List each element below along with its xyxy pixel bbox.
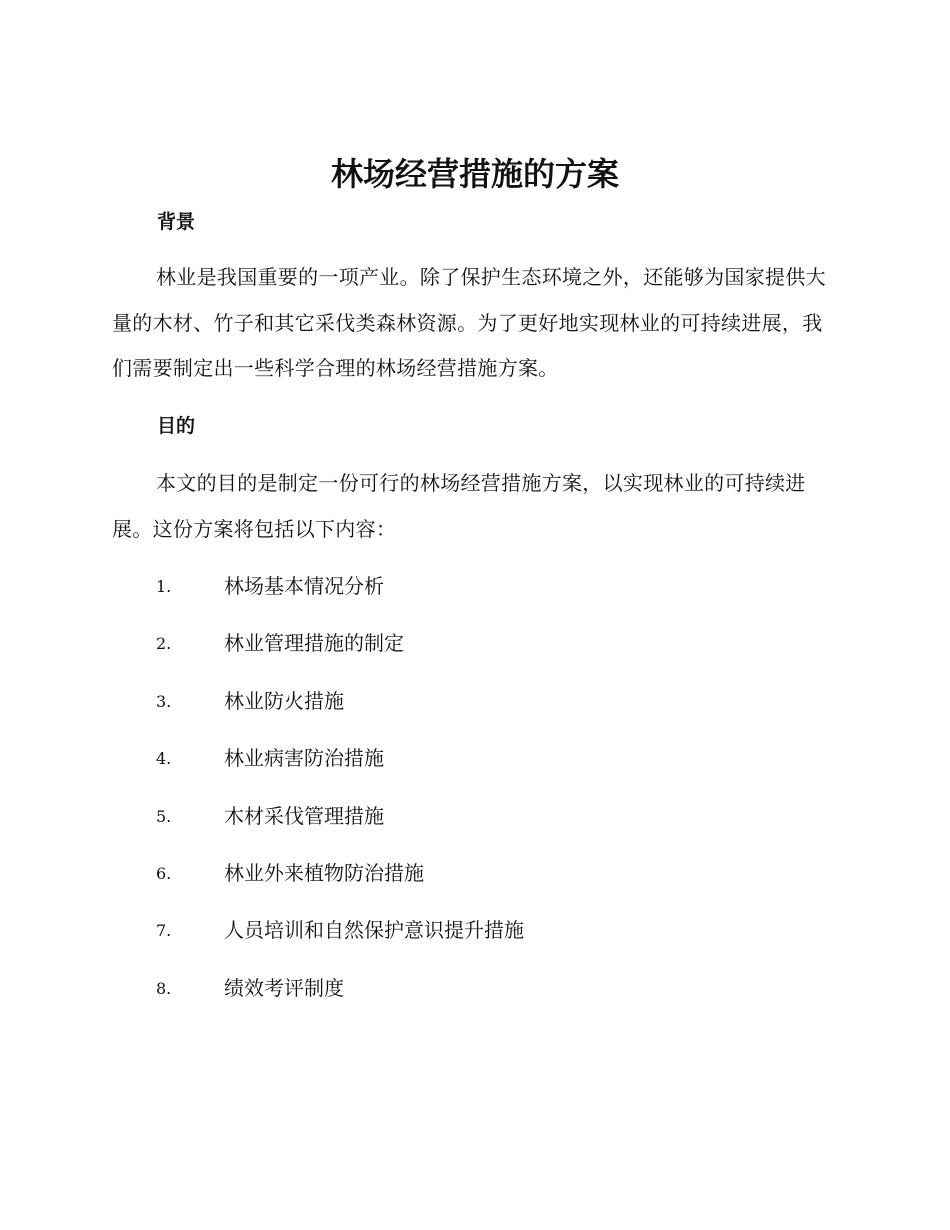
- list-item: [0, 628, 700, 658]
- list-item-number: 1.: [156, 577, 172, 596]
- list-item-number: 8.: [156, 979, 172, 998]
- list-item: [0, 571, 700, 601]
- document-title: 林场经营措施的方案: [330, 155, 619, 193]
- list-item-number: 7.: [156, 921, 172, 940]
- section-paragraph-purpose: 本文的目的是制定一份可行的林场经营措施方案，以实现林业的可持续进展。这份方案将包括以下内容：: [112, 471, 806, 541]
- list-item: [0, 743, 700, 773]
- list-item-text: 绩效考评制度: [224, 976, 344, 1000]
- list-item-text: 林场基本情况分析: [224, 574, 384, 598]
- list-item: [0, 858, 700, 888]
- list-item-number: 6.: [156, 864, 172, 883]
- section-paragraph-background: 林业是我国重要的一项产业。除了保护生态环境之外，还能够为国家提供大量的木材、竹子和其它采伐类森林资源。为了更好地实现林业的可持续进展，我们需要制定出一些科学合理的林场经营措施方案。: [112, 265, 826, 380]
- list-item-text: 林业管理措施的制定: [224, 631, 404, 655]
- list-item-number: 2.: [156, 634, 172, 653]
- list-item: [0, 973, 700, 1003]
- section-heading-purpose: 目的: [157, 415, 196, 437]
- list-item-text: 林业病害防治措施: [224, 746, 384, 770]
- list-item: [0, 801, 700, 831]
- list-item-text: 林业防火措施: [224, 689, 344, 713]
- list-item-number: 4.: [156, 749, 172, 768]
- list-item-text: 林业外来植物防治措施: [224, 861, 424, 885]
- list-item-number: 5.: [156, 807, 172, 826]
- section-heading-background: 背景: [157, 211, 196, 233]
- list-item: [0, 686, 700, 716]
- list-item-text: 木材采伐管理措施: [224, 804, 384, 828]
- list-item-number: 3.: [156, 692, 172, 711]
- list-item-text: 人员培训和自然保护意识提升措施: [224, 918, 524, 942]
- list-item: [0, 915, 700, 945]
